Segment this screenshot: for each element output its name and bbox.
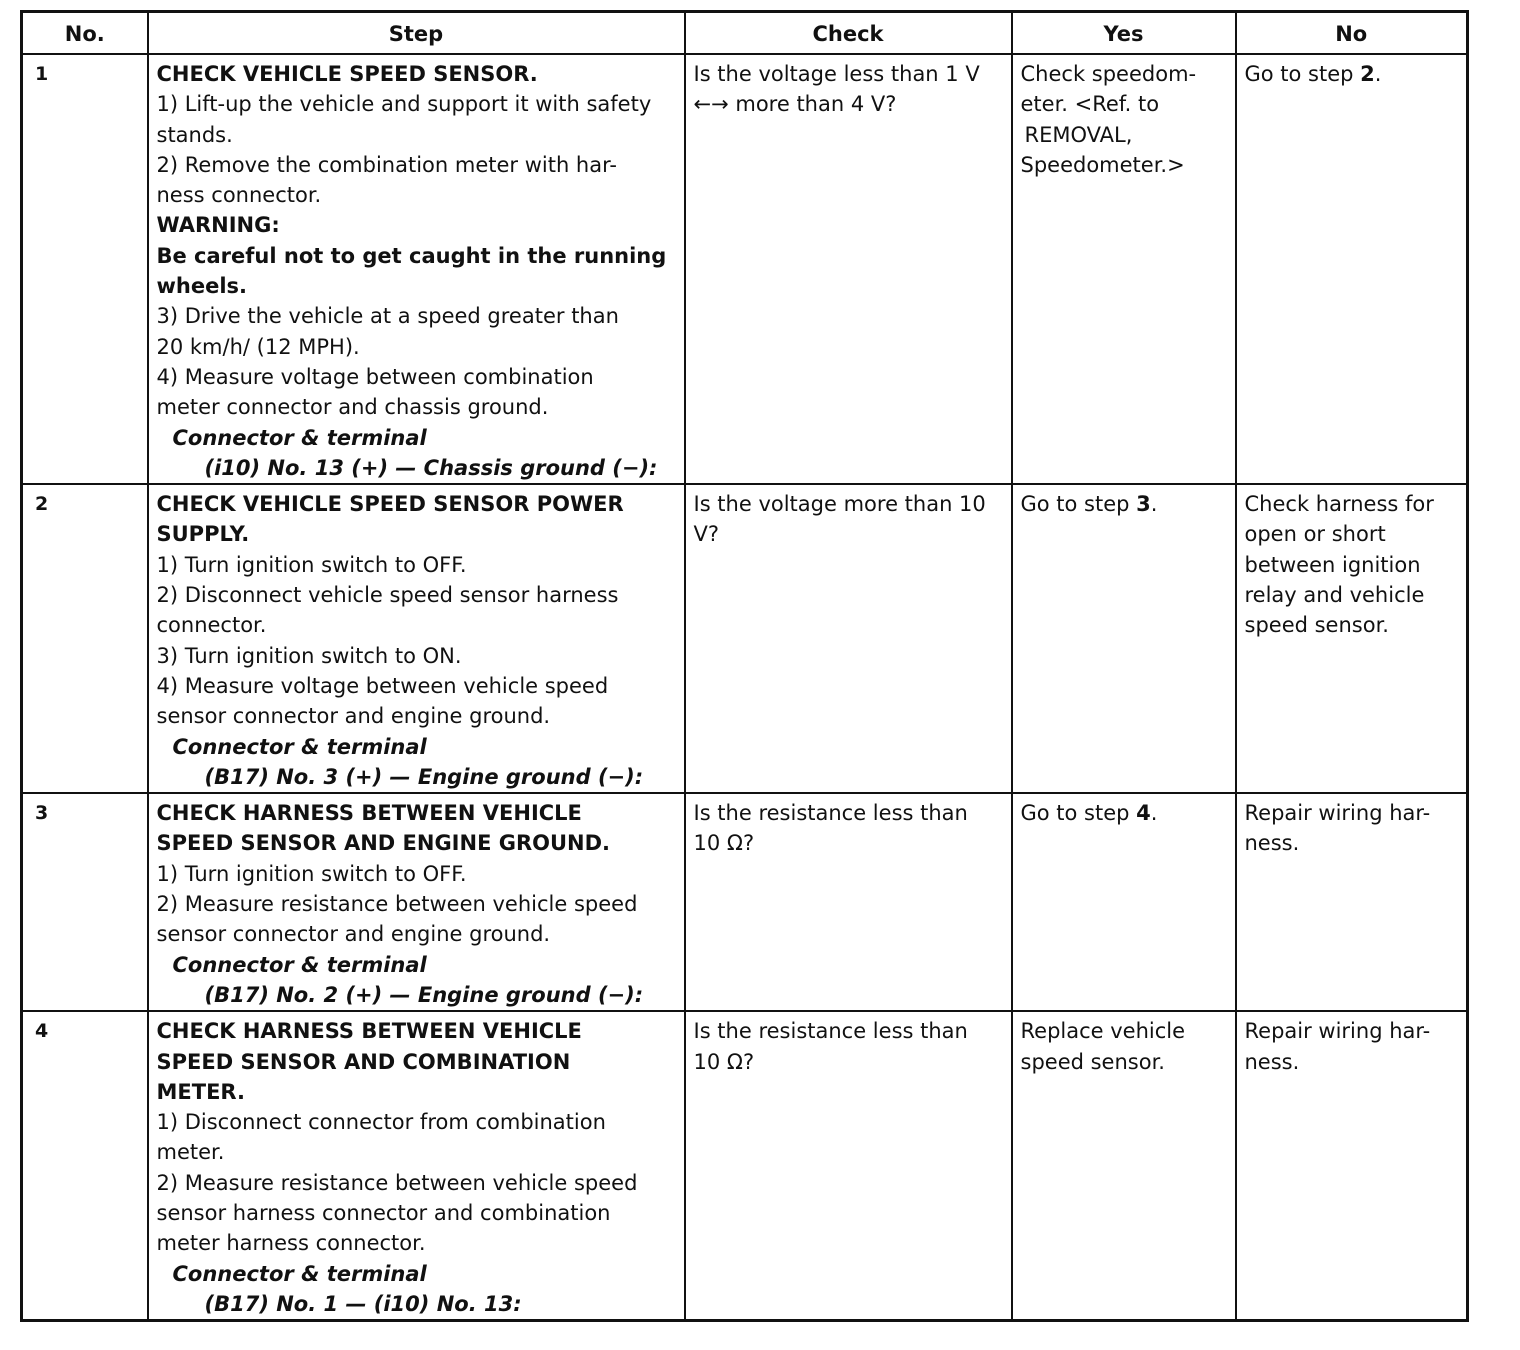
yes-text: Go to step [1020, 492, 1137, 517]
step-line: sensor connector and engine ground. [156, 922, 551, 947]
check-line: Is the resistance less than [693, 1019, 968, 1044]
step-cell [148, 54, 685, 484]
step-cell [148, 793, 685, 1011]
check-line: Is the voltage less than 1 V [693, 62, 980, 86]
no-line [1245, 59, 1459, 89]
connector-label: Connector & terminal [172, 734, 427, 759]
no-line: relay and vehicle [1244, 583, 1425, 608]
no-text-end: . [1374, 62, 1382, 86]
step-line: sensor harness connector and combination [156, 1200, 611, 1225]
step-line: ness connector. [156, 183, 322, 208]
yes-line: eter. <Ref. to [1020, 92, 1160, 117]
table-row [22, 793, 1468, 1011]
diagnostic-table [20, 10, 1469, 1322]
no-cell [1236, 54, 1468, 484]
check-line: Is the voltage more than 10 [693, 492, 986, 517]
yes-cell [1012, 484, 1236, 793]
check-line: ←→ more than 4 V? [693, 92, 897, 117]
yes-text-end: . [1150, 492, 1158, 517]
yes-line: speed sensor. [1020, 1049, 1165, 1074]
check-cell [685, 793, 1012, 1011]
step-line: sensor connector and engine ground. [156, 704, 551, 729]
connector-label: Connector & terminal [172, 1261, 427, 1286]
row-number: 2 [22, 484, 148, 793]
check-cell [685, 54, 1012, 484]
yes-cell [1012, 793, 1236, 1011]
step-line: 2) Measure resistance between vehicle speed [156, 892, 638, 917]
no-line: ness. [1244, 1049, 1300, 1074]
no-line: speed sensor. [1244, 613, 1389, 638]
step-line: 1) Lift-up the vehicle and support it with safety [156, 92, 652, 117]
row-number: 1 [22, 54, 148, 484]
connector-terminal: (i10) No. 13 (+) — Chassis ground (−): [204, 455, 658, 480]
no-line: Check harness for [1244, 492, 1434, 517]
check-cell [685, 1011, 1012, 1320]
yes-text-end: . [1150, 801, 1158, 826]
check-line: Is the resistance less than [693, 801, 968, 826]
connector-terminal: (B17) No. 2 (+) — Engine ground (−): [204, 982, 644, 1007]
step-title: SPEED SENSOR AND ENGINE GROUND. [156, 831, 611, 856]
header-no: No. [22, 12, 148, 55]
check-cell [685, 484, 1012, 793]
step-line: 1) Turn ignition switch to OFF. [156, 552, 467, 577]
yes-line: Replace vehicle [1020, 1019, 1186, 1044]
check-line: 10 Ω? [693, 1049, 755, 1074]
yes-cell [1012, 1011, 1236, 1320]
step-ref: 4 [1136, 801, 1151, 826]
yes-line: Speedometer.> [1020, 152, 1185, 177]
yes-line: Check speedom- [1020, 62, 1197, 86]
yes-line: REMOVAL, [1024, 122, 1133, 147]
row-number: 4 [22, 1011, 148, 1320]
row-number: 3 [22, 793, 148, 1011]
step-title: CHECK VEHICLE SPEED SENSOR. [156, 62, 538, 86]
warning-label: WARNING: [156, 213, 280, 238]
step-line: meter harness connector. [156, 1231, 426, 1256]
step-ref: 2 [1360, 62, 1375, 86]
step-line: 2) Measure resistance between vehicle speed [156, 1170, 638, 1195]
step-line: 4) Measure voltage between combination [156, 364, 594, 389]
step-line: 1) Disconnect connector from combination [156, 1110, 606, 1135]
no-text: Go to step [1244, 62, 1361, 86]
step-line: 2) Disconnect vehicle speed sensor harness [156, 583, 619, 608]
header-step: Step [148, 12, 685, 55]
no-cell [1236, 793, 1468, 1011]
yes-cell [1012, 54, 1236, 484]
step-title: METER. [156, 1079, 245, 1104]
step-line: 3) Drive the vehicle at a speed greater than [156, 304, 619, 329]
yes-text: Go to step [1020, 801, 1137, 826]
table-row [22, 1011, 1468, 1320]
step-cell [148, 1011, 685, 1320]
no-line: ness. [1244, 831, 1300, 856]
table-row [22, 484, 1468, 793]
step-title: SPEED SENSOR AND COMBINATION [156, 1049, 571, 1074]
step-line: 20 km/h/ (12 MPH). [156, 334, 360, 359]
yes-line [1021, 489, 1227, 519]
step-line: 4) Measure voltage between vehicle speed [156, 673, 609, 698]
connector-terminal: (B17) No. 1 — (i10) No. 13: [204, 1291, 522, 1316]
connector-terminal: (B17) No. 3 (+) — Engine ground (−): [204, 764, 644, 789]
no-line: between ignition [1244, 552, 1421, 577]
step-ref: 3 [1136, 492, 1151, 517]
no-line: Repair wiring har- [1244, 1019, 1431, 1044]
no-cell [1236, 1011, 1468, 1320]
no-line: Repair wiring har- [1244, 801, 1431, 826]
warning-text: Be careful not to get caught in the running [156, 243, 667, 268]
header-row [22, 12, 1468, 55]
header-yes: Yes [1012, 12, 1236, 55]
table-row [22, 54, 1468, 484]
connector-label: Connector & terminal [172, 952, 427, 977]
step-title: CHECK HARNESS BETWEEN VEHICLE [156, 801, 582, 826]
step-line: 2) Remove the combination meter with har- [156, 152, 617, 177]
step-line: stands. [156, 122, 233, 147]
step-title: SUPPLY. [156, 522, 250, 547]
step-line: 3) Turn ignition switch to ON. [156, 643, 462, 668]
check-line: V? [693, 522, 720, 547]
no-line: open or short [1244, 522, 1386, 547]
no-cell [1236, 484, 1468, 793]
step-line: 1) Turn ignition switch to OFF. [156, 861, 467, 886]
connector-label: Connector & terminal [172, 425, 427, 450]
step-line: meter connector and chassis ground. [156, 395, 549, 420]
check-line: 10 Ω? [693, 831, 755, 856]
warning-text: wheels. [156, 274, 248, 299]
yes-line [1021, 798, 1227, 828]
step-cell [148, 484, 685, 793]
step-title: CHECK HARNESS BETWEEN VEHICLE [156, 1019, 582, 1044]
step-line: connector. [156, 613, 267, 638]
step-line: meter. [156, 1140, 225, 1165]
header-check: Check [685, 12, 1012, 55]
step-title: CHECK VEHICLE SPEED SENSOR POWER [156, 492, 624, 517]
header-no-result: No [1236, 12, 1468, 55]
